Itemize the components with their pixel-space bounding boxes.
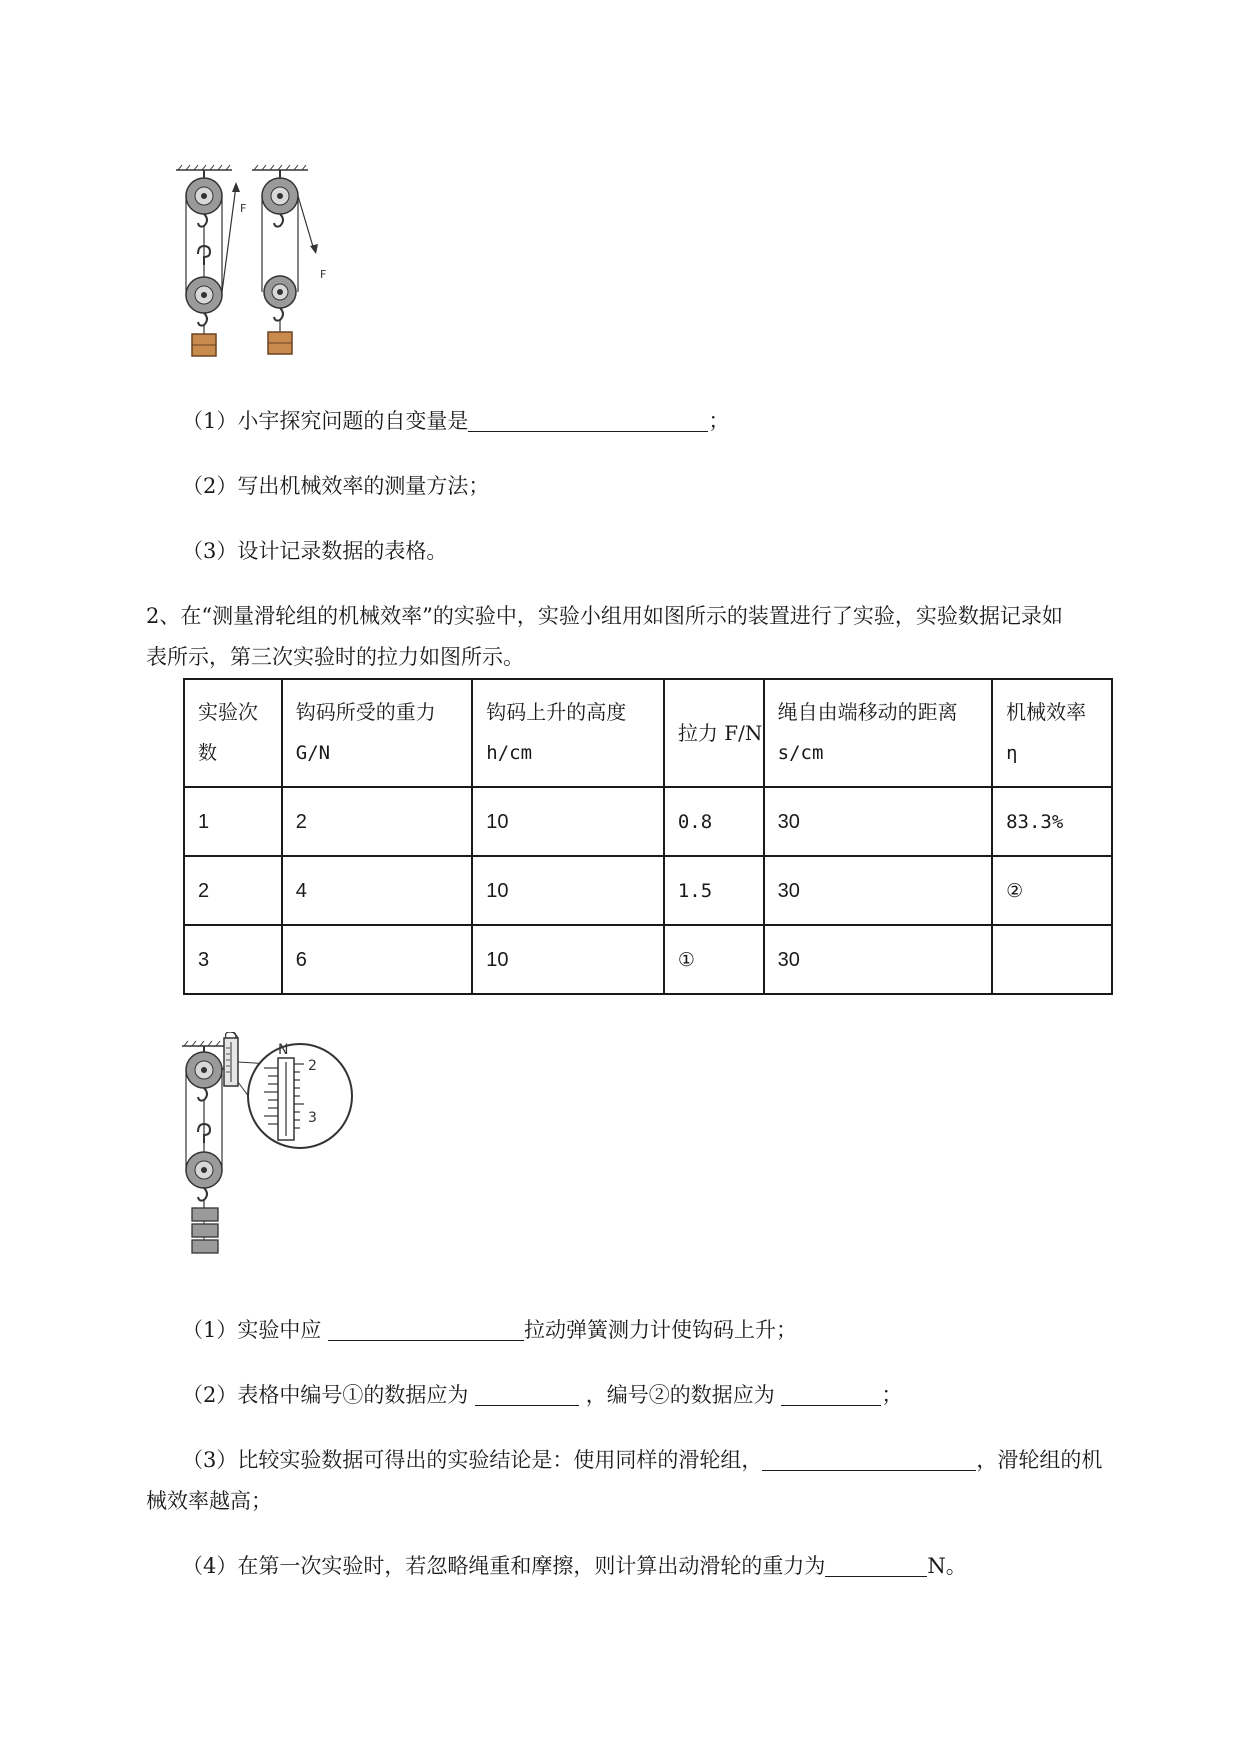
header-line: 钩码所受的重力 bbox=[295, 700, 436, 724]
scale-tick-3: 3 bbox=[308, 1110, 317, 1126]
question-text-end: ，滑轮组的机 bbox=[976, 1448, 1103, 1472]
table-cell: 30 bbox=[764, 856, 992, 925]
table-cell: 1.5 bbox=[664, 856, 764, 925]
table-header-cell bbox=[764, 679, 992, 787]
question-1-1 bbox=[182, 407, 729, 435]
table-cell: 2 bbox=[184, 856, 282, 925]
table-cell: 30 bbox=[764, 925, 992, 994]
table-cell: ② bbox=[992, 856, 1112, 925]
header-line: 拉力 F/N bbox=[677, 720, 763, 745]
table-header-cell bbox=[664, 679, 764, 787]
table-header-row bbox=[184, 679, 1112, 787]
scale-unit-label: N bbox=[278, 1042, 289, 1058]
scale-tick-2: 2 bbox=[308, 1058, 317, 1074]
pulley-figure-2 bbox=[180, 1032, 360, 1282]
question-2-4 bbox=[182, 1552, 967, 1580]
answer-blank bbox=[762, 1448, 976, 1471]
table-row bbox=[184, 787, 1112, 856]
table-cell: 0.8 bbox=[664, 787, 764, 856]
table-header-cell bbox=[282, 679, 473, 787]
header-line: 实验次 bbox=[198, 700, 258, 724]
answer-blank-1 bbox=[475, 1383, 579, 1406]
table-row bbox=[184, 856, 1112, 925]
question-1-3: （3）设计记录数据的表格。 bbox=[182, 539, 448, 563]
force-label-b: F bbox=[320, 268, 327, 281]
header-line: s/cm bbox=[777, 742, 824, 764]
header-line: 绳自由端移动的距离 bbox=[777, 700, 958, 724]
table-cell: 1 bbox=[184, 787, 282, 856]
question-2-3-line2: 械效率越高； bbox=[146, 1489, 272, 1513]
header-line: 数 bbox=[198, 742, 218, 764]
table-cell: 3 bbox=[184, 925, 282, 994]
force-label-a: F bbox=[240, 202, 247, 215]
table-cell: 6 bbox=[282, 925, 473, 994]
pulley-figure-1 bbox=[170, 162, 340, 362]
table-row bbox=[184, 925, 1112, 994]
header-line: 钩码上升的高度 bbox=[486, 700, 627, 724]
question-2-1 bbox=[182, 1316, 797, 1344]
answer-blank-2 bbox=[781, 1383, 881, 1406]
question-text-end: N。 bbox=[927, 1554, 967, 1578]
table-cell: 30 bbox=[764, 787, 992, 856]
question-text: （1）小宇探究问题的自变量是 bbox=[182, 409, 469, 433]
question-2-3 bbox=[182, 1446, 1102, 1474]
question-text-mid: ，编号②的数据应为 bbox=[579, 1383, 782, 1407]
question-1-2: （2）写出机械效率的测量方法； bbox=[182, 474, 490, 498]
table-header-cell bbox=[472, 679, 664, 787]
table-cell: 10 bbox=[472, 787, 664, 856]
question-2-2 bbox=[182, 1381, 902, 1409]
table-cell: 10 bbox=[472, 856, 664, 925]
table-cell: 2 bbox=[282, 787, 473, 856]
header-line: G/N bbox=[295, 742, 331, 764]
table-header-cell bbox=[992, 679, 1112, 787]
answer-blank bbox=[328, 1318, 524, 1341]
header-line: h/cm bbox=[486, 742, 533, 764]
answer-blank bbox=[468, 409, 708, 432]
table-cell: 10 bbox=[472, 925, 664, 994]
header-line: 机械效率 bbox=[1006, 700, 1087, 724]
problem-2-intro-line1: 2、在“测量滑轮组的机械效率”的实验中，实验小组用如图所示的装置进行了实验，实验数据记录如 bbox=[146, 604, 1063, 628]
table-cell bbox=[992, 925, 1112, 994]
experiment-data-table bbox=[183, 678, 1113, 995]
problem-2-intro-line2: 表所示，第三次实验时的拉力如图所示。 bbox=[146, 645, 524, 669]
question-text: （4）在第一次实验时，若忽略绳重和摩擦，则计算出动滑轮的重力为 bbox=[182, 1554, 826, 1578]
question-text-end: ； bbox=[881, 1383, 903, 1407]
question-text: （2）表格中编号①的数据应为 bbox=[182, 1383, 476, 1407]
question-text-end: 拉动弹簧测力计使钩码上升； bbox=[524, 1318, 798, 1342]
answer-blank bbox=[825, 1554, 927, 1577]
question-end: ； bbox=[708, 409, 730, 433]
table-cell: ① bbox=[664, 925, 764, 994]
header-line: η bbox=[1006, 742, 1018, 764]
table-cell: 4 bbox=[282, 856, 473, 925]
question-text: （3）比较实验数据可得出的实验结论是：使用同样的滑轮组， bbox=[182, 1448, 763, 1472]
table-cell: 83.3% bbox=[992, 787, 1112, 856]
question-text: （1）实验中应 bbox=[182, 1318, 329, 1342]
table-header-cell bbox=[184, 679, 282, 787]
